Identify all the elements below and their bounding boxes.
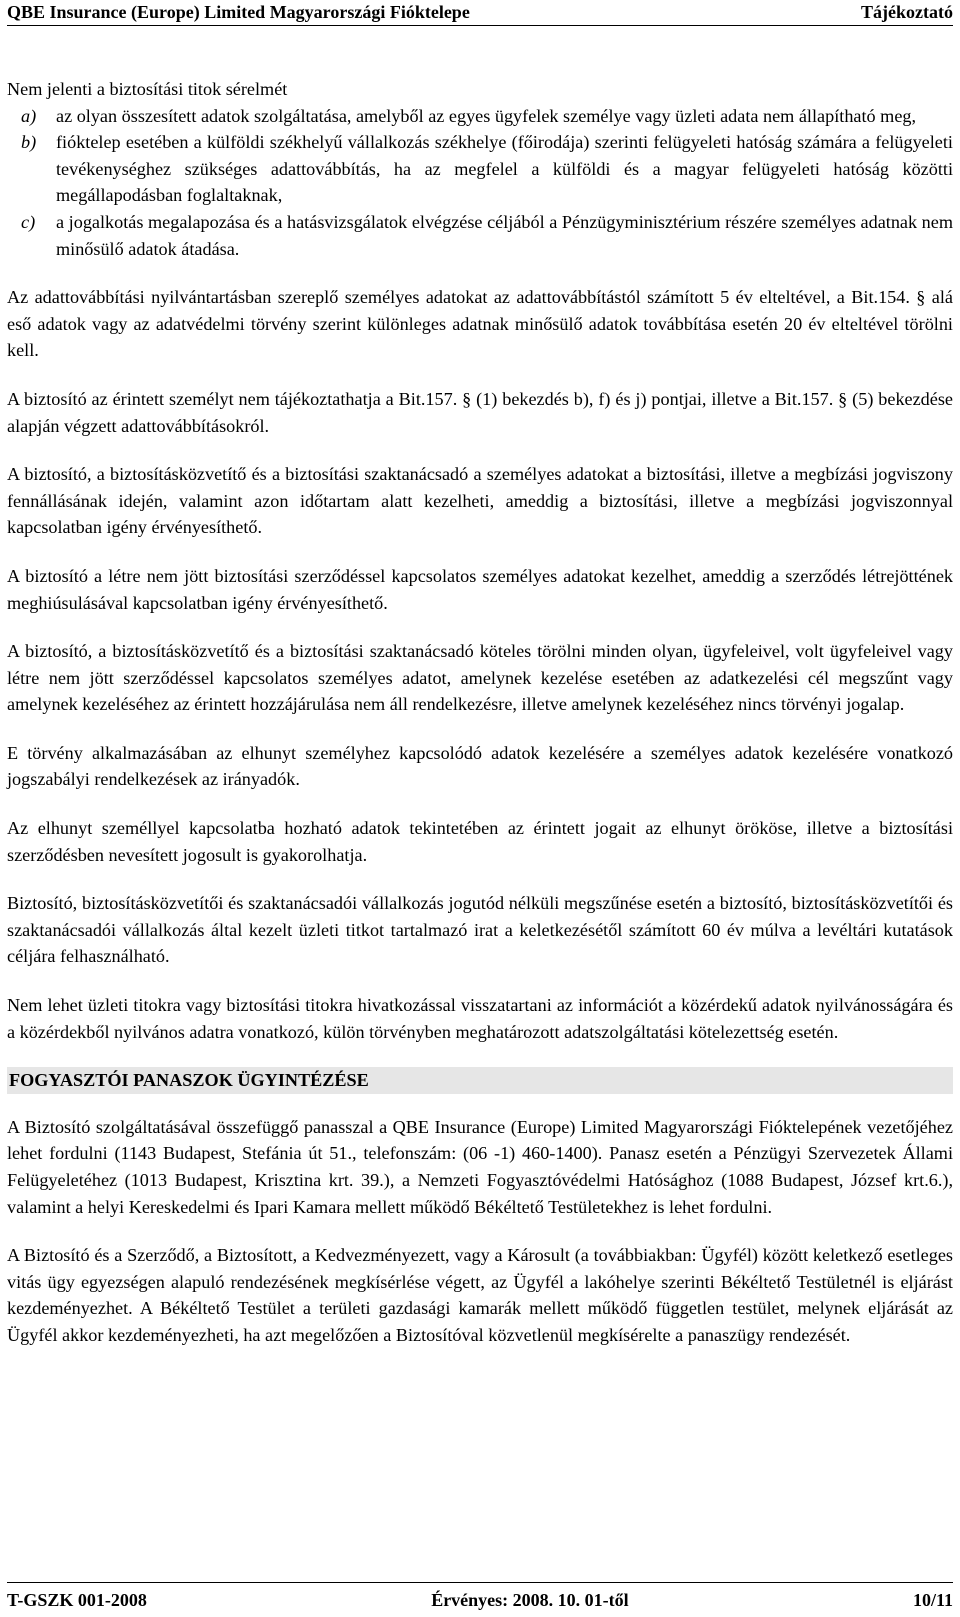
paragraph: A Biztosító szolgáltatásával összefüggő panasszal a QBE Insurance (Europe) Limited Magyarországi Fióktelepének vezetőjéhez lehet fordulni (1143 Budapest, Stefánia út 51., telefonszám: (06 -1) 460-1400). Panasz esetén a Pénzügyi Szervezetek Állami Felügyeletéhez (1013 Budapest, Krisztina krt. 39.), a Nemzeti Fogyasztóvédelmi Hatósághoz (1088 Budapest, József krt.6.), valamint a helyi Kereskedelmi és Ipari Kamara mellett működő Békéltető Testületekhez is lehet fordulni. bbox=[7, 1116, 953, 1217]
exceptions-list bbox=[7, 103, 953, 263]
paragraph: A biztosító, a biztosításközvetítő és a biztosítási szaktanácsadó a személyes adatokat a biztosítási, illetve a megbízási jogviszony fennállásának idején, valamint azon időtartam alatt kezelheti, ameddig a biztosítási, illetve a megbízási jogviszonnyal kapcsolatban igény érvényesíthető. bbox=[7, 464, 953, 538]
list-item-text: az olyan összesített adatok szolgáltatása, amelyből az egyes ügyfelek személye vagy üzleti adata nem állapítható meg, bbox=[56, 105, 917, 126]
list-item-label: c) bbox=[21, 211, 36, 232]
page-header bbox=[7, 0, 953, 26]
paragraph: A biztosító a létre nem jött biztosítási szerződéssel kapcsolatos személyes adatokat kezelhet, ameddig a szerződés létrejöttének meghiúsulásával kapcsolatban igény érvényesíthető. bbox=[7, 565, 953, 613]
list-item bbox=[7, 129, 953, 209]
list-item bbox=[7, 209, 953, 262]
paragraph: Biztosító, biztosításközvetítői és szaktanácsadói vállalkozás jogutód nélküli megszűnése esetén a biztosító, biztosításközvetítői és szaktanácsadói vállalkozás által kezelt üzleti titkot tartalmazó irat a keletkezésétől számított 60 év múlva a levéltári kutatások céljára felhasználható. bbox=[7, 893, 953, 967]
header-document-type: Tájékoztató bbox=[861, 2, 953, 22]
page-footer bbox=[7, 1582, 953, 1614]
paragraph: Az adattovábbítási nyilvántartásban szereplő személyes adatokat az adattovábbítástól számított 5 év elteltével, a Bit.154. § alá eső adatok vagy az adatvédelmi törvény szerint különleges adatnak minősülő adatok továbbítása esetén 20 év elteltével törölni kell. bbox=[7, 287, 953, 361]
paragraph: E törvény alkalmazásában az elhunyt személyhez kapcsolódó adatok kezelésére a személyes adatok kezelésére vonatkozó jogszabályi rendelkezések az irányadók. bbox=[7, 742, 953, 790]
exceptions-intro: Nem jelenti a biztosítási titok sérelmét bbox=[7, 79, 288, 99]
list-item-text: fióktelep esetében a külföldi székhelyű vállalkozás székhelye (főirodája) szerinti felügyeleti hatóság számára a felügyeleti tevékenységhez szükséges adattovábbítás, ha az megfelel a külföldi és a magyar felügyeleti hatóság közötti megállapodásban foglaltaknak, bbox=[56, 132, 953, 206]
section-heading: FOGYASZTÓI PANASZOK ÜGYINTÉZÉSE bbox=[7, 1067, 953, 1094]
paragraph: A biztosító, a biztosításközvetítő és a biztosítási szaktanácsadó köteles törölni minden olyan, ügyfeleivel, volt ügyfeleivel vagy létre nem jött szerződéssel kapcsolatos személyes adatot, amelynek kezelése esetében az adatkezelési cél megszűnt vagy amelynek kezeléséhez az érintett hozzájárulása nem áll rendelkezésre, illetve amelynek kezeléséhez nincs törvényi jogalap. bbox=[7, 641, 953, 715]
list-item-label: b) bbox=[21, 132, 37, 153]
footer-validity: Érvényes: 2008. 10. 01-től bbox=[431, 1590, 629, 1610]
list-item-label: a) bbox=[21, 105, 37, 126]
paragraph: A Biztosító és a Szerződő, a Biztosított, a Kedvezményezett, vagy a Károsult (a továbbiakban: Ügyfél) között keletkező esetleges vitás ügy egyezségen alapuló rendezésének megkísérlése végett, az Ügyfél a lakóhelye szerinti Békéltető Testületnél is eljárást kezdeményezhet. A Békéltető Testület a területi gazdasági kamarák mellett működő független testület, melynek eljárását az Ügyfél akkor kezdeményezheti, ha azt megelőzően a Biztosítóval közvetlenül megkísérelte a panaszügy rendezését. bbox=[7, 1245, 953, 1345]
header-company-name: QBE Insurance (Europe) Limited Magyarországi Fióktelepe bbox=[7, 2, 470, 22]
footer-page-number: 10/11 bbox=[912, 1590, 953, 1610]
paragraph: Nem lehet üzleti titokra vagy biztosítási titokra hivatkozással visszatartani az információt a közérdekű adatok nyilvánosságára és a közérdekből nyilvános adatra vonatkozó, külön törvényben meghatározott adatszolgáltatási kötelezettség esetén. bbox=[7, 995, 953, 1042]
list-item-text: a jogalkotás megalapozása és a hatásvizsgálatok elvégzése céljából a Pénzügyminisztérium részére személyes adatnak nem minősülő adatok átadása. bbox=[56, 211, 953, 259]
list-item bbox=[7, 103, 953, 130]
paragraph: Az elhunyt személlyel kapcsolatba hozható adatok tekintetében az érintett jogait az elhunyt örököse, illetve a biztosítási szerződésben nevesített jogosult is gyakorolhatja. bbox=[7, 818, 953, 865]
paragraph: A biztosító az érintett személyt nem tájékoztathatja a Bit.157. § (1) bekezdés b), f) és j) pontjai, illetve a Bit.157. § (5) bekezdése alapján végzett adattovábbításokról. bbox=[7, 388, 953, 436]
page-content bbox=[7, 76, 953, 1371]
footer-document-code: T-GSZK 001-2008 bbox=[7, 1590, 147, 1610]
